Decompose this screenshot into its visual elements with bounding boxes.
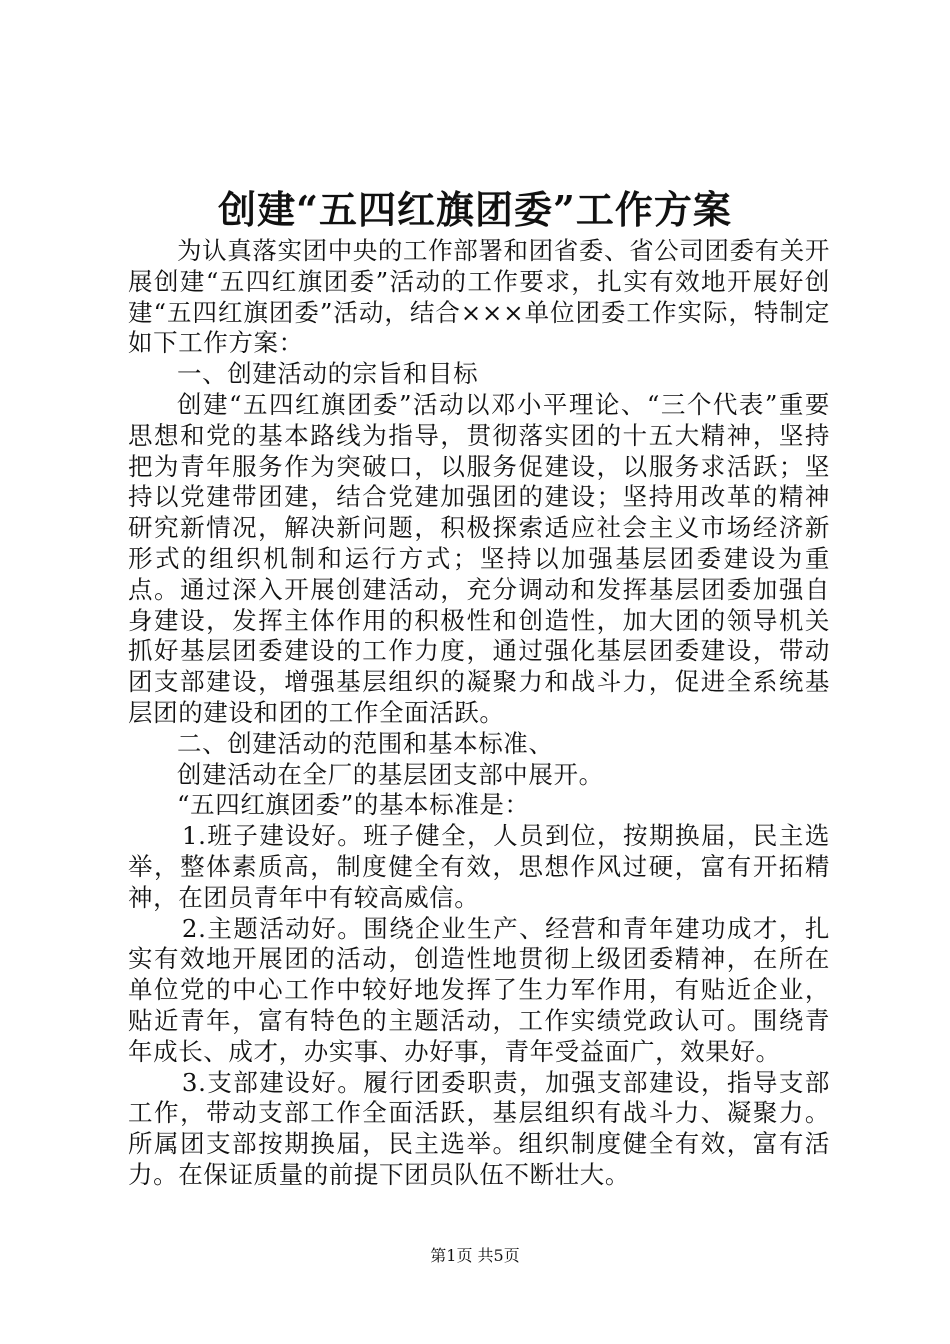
intro-paragraph: 为认真落实团中央的工作部署和团省委、省公司团委有关开展创建“五四红旗团委”活动的工作要求，扎实有效地开展好创建“五四红旗团委”活动，结合×××单位团委工作实际，特制定如下工作方案： bbox=[128, 236, 830, 358]
page-footer: 第1页 共5页 bbox=[430, 1246, 520, 1265]
section-heading-2: 二、创建活动的范围和基本标准、 bbox=[177, 728, 554, 758]
standard-item-1: 1.班子建设好。班子健全，人员到位，按期换届，民主选举，整体素质高，制度健全有效，思想作风过硬，富有开拓精神，在团员青年中有较高威信。 bbox=[128, 821, 830, 912]
document-body bbox=[128, 236, 830, 1191]
standard-item-2: 2.主题活动好。围绕企业生产、经营和青年建功成才，扎实有效地开展团的活动，创造性地贯彻上级团委精神，在所在单位党的中心工作中较好地发挥了生力军作用，有贴近企业，贴近青年，富有特色的主题活动，工作实绩党政认可。围绕青年成长、成才，办实事、办好事，青年受益面广，效果好。 bbox=[128, 913, 830, 1066]
purpose-paragraph: 创建“五四红旗团委”活动以邓小平理论、“三个代表”重要思想和党的基本路线为指导，贯彻落实团的十五大精神，坚持把为青年服务作为突破口，以服务促建设，以服务求活跃；坚持以党建带团建，结合党建加强团的建设；坚持用改革的精神研究新情况，解决新问题，积极探索适应社会主义市场经济新形式的组织机制和运行方式；坚持以加强基层团委建设为重点。通过深入开展创建活动，充分调动和发挥基层团委加强自身建设，发挥主体作用的积极性和创造性，加大团的领导机关抓好基层团委建设的工作力度，通过强化基层团委建设，带动团支部建设，增强基层组织的凝聚力和战斗力，促进全系统基层团的建设和团的工作全面活跃。 bbox=[128, 389, 830, 727]
standard-item-3: 3.支部建设好。履行团委职责，加强支部建设，指导支部工作，带动支部工作全面活跃，基层组织有战斗力、凝聚力。所属团支部按期换届，民主选举。组织制度健全有效，富有活力。在保证质量的前提下团员队伍不断壮大。 bbox=[128, 1067, 830, 1189]
standard-intro: “五四红旗团委”的基本标准是： bbox=[177, 790, 530, 820]
document-title: 创建“五四红旗团委”工作方案 bbox=[218, 187, 732, 232]
section-heading-1: 一、创建活动的宗旨和目标 bbox=[177, 359, 479, 389]
scope-paragraph: 创建活动在全厂的基层团支部中展开。 bbox=[177, 759, 604, 789]
